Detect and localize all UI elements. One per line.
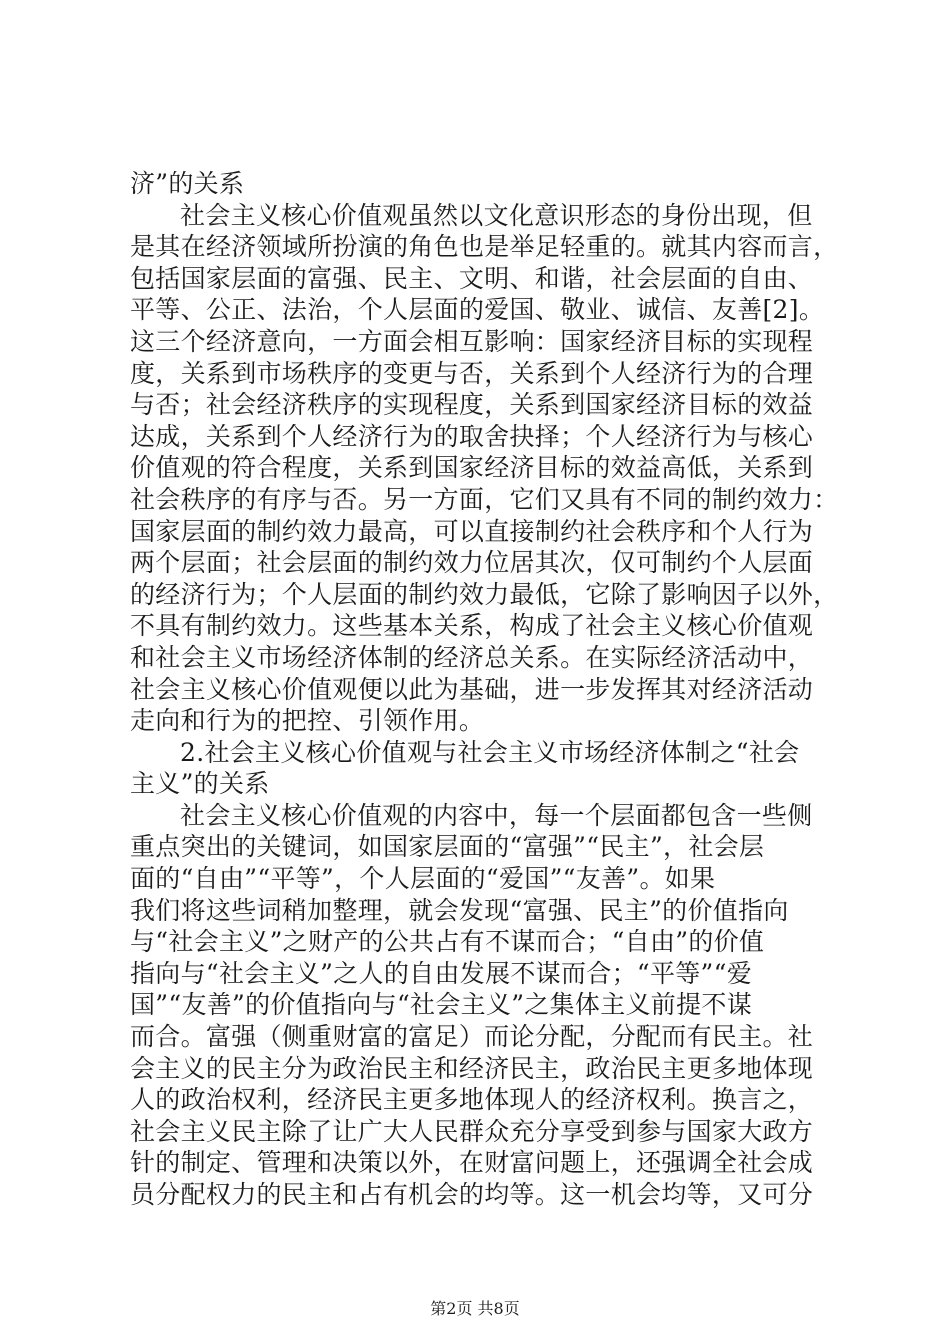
text-line: 价值观的符合程度，关系到国家经济目标的效益高低，关系到	[130, 453, 814, 483]
text-line: 社会主义民主除了让广大人民群众充分享受到参与国家大政方	[130, 1116, 814, 1146]
text-line: 重点突出的关键词，如国家层面的“富强”“民主”，社会层	[130, 832, 765, 862]
text-line: 员分配权力的民主和占有机会的均等。这一机会均等，又可分	[130, 1180, 814, 1209]
text-line: 不具有制约效力。这些基本关系，构成了社会主义核心价值观	[130, 611, 814, 641]
page-number-footer: 第2页 共8页	[430, 1299, 520, 1318]
text-line: 我们将这些词稍加整理，就会发现“富强、民主”的价值指向	[130, 895, 789, 925]
body-text	[130, 168, 839, 1211]
text-line: 包括国家层面的富强、民主、文明、和谐，社会层面的自由、	[130, 263, 814, 293]
text-line: 是其在经济领域所扮演的角色也是举足轻重的。就其内容而言，	[130, 232, 839, 262]
text-line: 面的“自由”“平等”，个人层面的“爱国”“友善”。如果	[130, 864, 716, 894]
section-heading-line: 2.社会主义核心价值观与社会主义市场经济体制之“社会	[180, 737, 800, 767]
text-line: 指向与“社会主义”之人的自由发展不谋而合；“平等”“爱	[130, 958, 753, 988]
text-line: 与“社会主义”之财产的公共占有不谋而合；“自由”的价值	[130, 927, 765, 957]
text-line: 国家层面的制约效力最高，可以直接制约社会秩序和个人行为	[130, 516, 814, 546]
text-line: 人的政治权利，经济民主更多地体现人的经济权利。换言之，	[130, 1085, 814, 1115]
text-line: 和社会主义市场经济体制的经济总关系。在实际经济活动中，	[130, 642, 814, 672]
text-line: 走向和行为的把控、引领作用。	[130, 706, 485, 736]
text-line: 与否；社会经济秩序的实现程度，关系到国家经济目标的效益	[130, 390, 814, 420]
text-line: 而合。富强（侧重财富的富足）而论分配，分配而有民主。社	[130, 1022, 814, 1052]
text-line: 两个层面；社会层面的制约效力位居其次，仅可制约个人层面	[130, 548, 814, 578]
section-heading-line: 主义”的关系	[130, 769, 270, 799]
paragraph-start-line: 社会主义核心价值观的内容中，每一个层面都包含一些侧	[180, 800, 813, 830]
text-line: 这三个经济意向，一方面会相互影响：国家经济目标的实现程	[130, 326, 814, 356]
text-line: 的经济行为；个人层面的制约效力最低，它除了影响因子以外，	[130, 579, 839, 609]
text-line: 度，关系到市场秩序的变更与否，关系到个人经济行为的合理	[130, 358, 814, 388]
text-line: 济”的关系	[130, 169, 245, 198]
text-line: 社会主义核心价值观便以此为基础，进一步发挥其对经济活动	[130, 674, 814, 704]
text-line: 社会秩序的有序与否。另一方面，它们又具有不同的制约效力：	[130, 484, 839, 514]
text-line: 针的制定、管理和决策以外，在财富问题上，还强调全社会成	[130, 1148, 814, 1178]
text-line: 平等、公正、法治，个人层面的爱国、敬业、诚信、友善[2]。	[130, 295, 825, 325]
text-line: 达成，关系到个人经济行为的取舍抉择；个人经济行为与核心	[130, 421, 814, 451]
paragraph-start-line: 社会主义核心价值观虽然以文化意识形态的身份出现，但	[180, 200, 813, 230]
text-line: 国”“友善”的价值指向与“社会主义”之集体主义前提不谋	[130, 990, 753, 1020]
text-line: 会主义的民主分为政治民主和经济民主，政治民主更多地体现	[130, 1053, 814, 1083]
